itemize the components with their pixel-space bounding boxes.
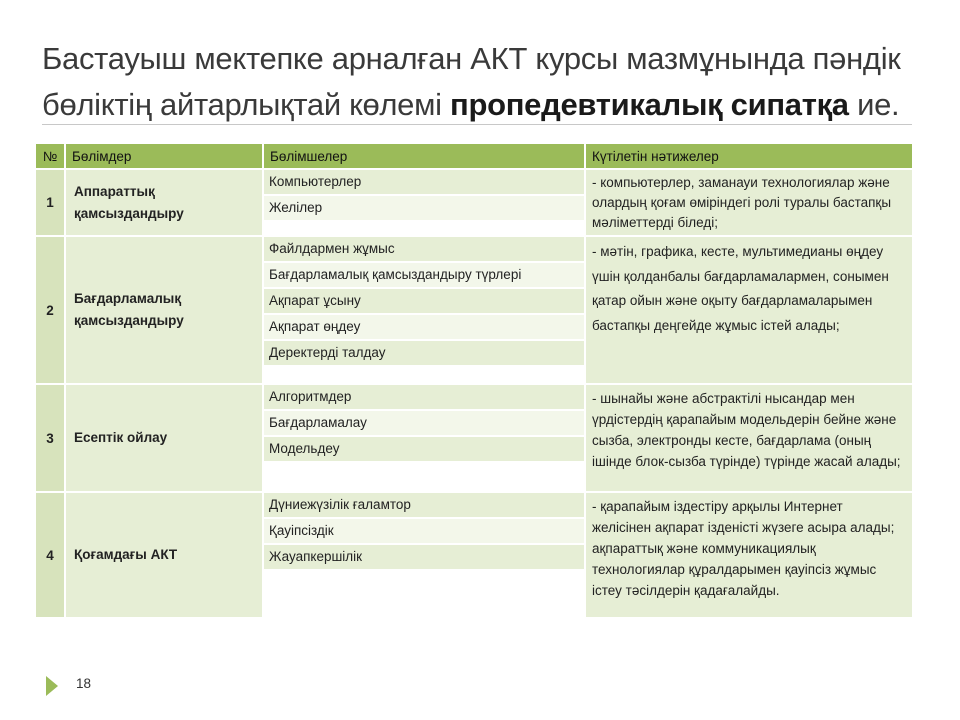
slide-title [42,36,922,128]
subsection-item: Алгоритмдер [264,385,584,411]
header-sections: Бөлімдер [65,143,263,169]
header-expected-results: Күтілетін нәтижелер [585,143,913,169]
expected-result-text: - мәтін, графика, кесте, мультимедианы өңдеу үшін қолданбалы бағдарламалармен, сонымен қатар ойын және оқыту бағдарламаларымен бастапқы деңгейде жұмыс істей алады; [592,244,889,333]
title-divider [42,124,912,125]
expected-result [585,236,913,384]
title-line-1: Бастауыш мектепке арналған АКТ курсы мазмұнында пәндік [42,41,901,76]
subsection-item: Компьютерлер [264,170,584,196]
section-name: Есептік ойлау [65,384,263,492]
title-emphasis: пропедевтикалық сипатқа [450,87,849,122]
expected-result-text: - қарапайым іздестіру арқылы Интернет желісінен ақпарат ізденісті жүзеге асыра алады; ақпараттық және коммуникациялық технологиялар құралдарымен қауіпсіз жұмыс істеу тәсілдерін қадағалайды. [592,499,895,598]
page-number: 18 [76,676,92,691]
subsection-item: Модельдеу [264,437,584,461]
expected-result-text: - шынайы және абстрактілі нысандар мен үрдістердің қарапайым модельдерін бейне және сызба, электронды кесте, бағдарлама (оның ішінде блок-сызба түрінде) түрінде жасай алады; [592,391,901,469]
subsection-item: Ақпарат ұсыну [264,289,584,315]
subsection-item: Бағдарламалау [264,411,584,437]
expected-result [585,384,913,492]
row-number: 4 [35,492,65,618]
row-number: 3 [35,384,65,492]
expected-result [585,492,913,618]
header-number: № [35,143,65,169]
subsection-item: Дүниежүзілік ғаламтор [264,493,584,519]
title-line-2 [42,82,922,128]
table-header-row [35,143,913,169]
subsection-item: Қауіпсіздік [264,519,584,545]
subsection-item: Ақпарат өңдеу [264,315,584,341]
subsection-item: Желілер [264,196,584,220]
table-row [35,384,913,492]
section-name: Қоғамдағы АКТ [65,492,263,618]
curriculum-table [34,142,914,619]
title-line-2-suffix: ие. [848,87,900,122]
title-line-2-prefix: бөліктің айтарлықтай көлемі [42,87,451,122]
subsection-cell [263,492,585,618]
row-number: 2 [35,236,65,384]
table-row [35,236,913,384]
section-name: Аппараттық қамсыздандыру [65,169,263,236]
subsection-item: Бағдарламалық қамсыздандыру түрлері [264,263,584,289]
subsection-cell [263,236,585,384]
expected-result-text: - компьютерлер, заманауи технологиялар және олардың қоғам өміріндегі ролі туралы бастапқы мәліметтерді біледі; [592,175,892,230]
subsection-item: Файлдармен жұмыс [264,237,584,263]
expected-result [585,169,913,236]
header-subsections: Бөлімшелер [263,143,585,169]
table-row [35,169,913,236]
row-number: 1 [35,169,65,236]
table-row [35,492,913,618]
triangle-right-icon [45,674,59,698]
section-name: Бағдарламалық қамсыздандыру [65,236,263,384]
subsection-cell [263,169,585,236]
subsection-cell [263,384,585,492]
subsection-item: Жауапкершілік [264,545,584,569]
subsection-item: Деректерді талдау [264,341,584,365]
